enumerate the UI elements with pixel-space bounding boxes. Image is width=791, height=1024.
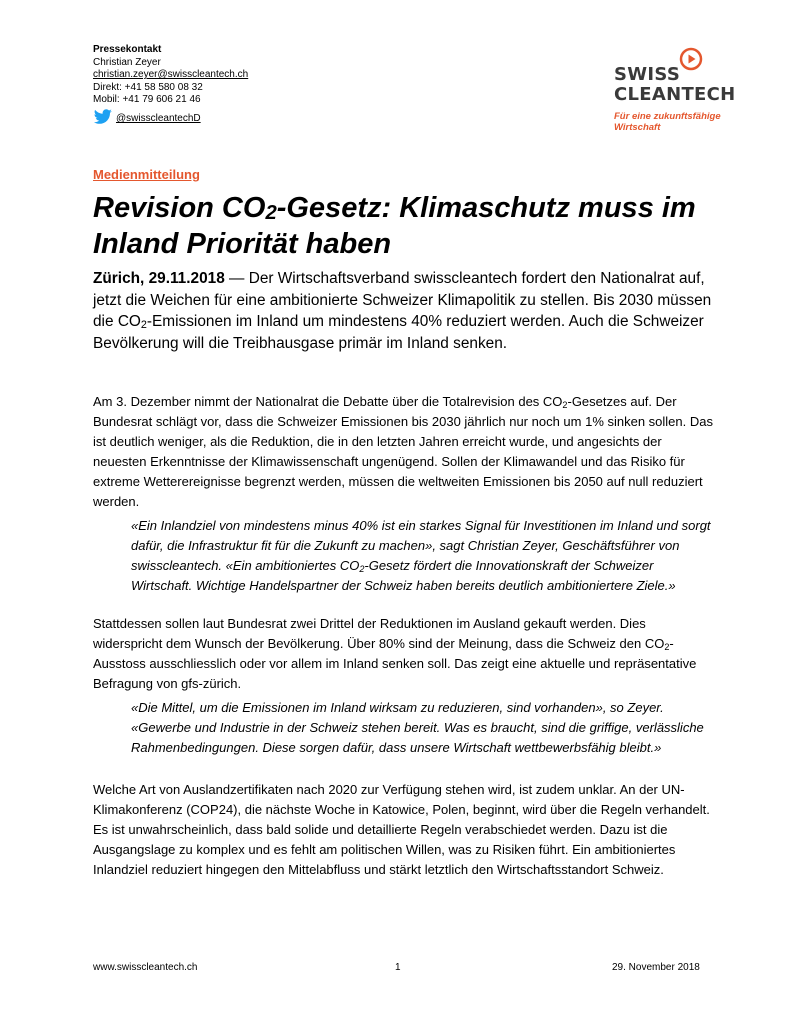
lead-paragraph: [93, 268, 713, 354]
p2-text-a: Stattdessen sollen laut Bundesrat zwei Drittel der Reduktionen im Ausland gekauft werden. Dies widerspricht dem Wunsch der Bevölkerung. Über 80% sind der Meinung, dass die Schweiz den CO: [93, 616, 665, 651]
quote-2: «Die Mittel, um die Emissionen im Inland wirksam zu reduzieren, sind vorhanden», so Zeyer. «Gewerbe und Industrie in der Schweiz stehen bereit. Was es braucht, sind die griffige, verlässliche Rahmenbedingungen. Diese sorgen dafür, dass unsere Wirtschaft wettbewerbsfähig bleibt.»: [131, 700, 704, 755]
twitter-icon: [93, 109, 113, 130]
lead-text-1: — Der Wirtschaftsverband swisscleantech fordert den Nationalrat auf, jetzt die Weichen für eine ambitionierte Schweizer Klimapolitik zu stellen. Bis 2030 müssen die CO: [93, 270, 712, 330]
p2-subscript: 2: [664, 642, 670, 652]
twitter-handle-link[interactable]: @swisscleantechD: [116, 112, 201, 124]
contact-name: Christian Zeyer: [93, 56, 161, 68]
contact-direct-phone: Direkt: +41 58 580 08 32: [93, 81, 203, 93]
q1-text-b: -Gesetz fördert die Innovationskraft der Schweizer Wirtschaft. Wichtige Handelspartner der Schweiz haben bereits deutlich ambitioniertere Ziele.»: [131, 558, 676, 593]
logo-word-cleantech: CLEANTECH: [614, 84, 736, 105]
body-paragraph-1: [93, 392, 713, 512]
title-part-2: -Gesetz: Klimaschutz muss im Inland Priorität haben: [93, 192, 696, 260]
page-title: [93, 190, 733, 262]
p1-text-a: Am 3. Dezember nimmt der Nationalrat die Debatte über die Totalrevision des CO: [93, 394, 563, 409]
contact-heading: Pressekontakt: [93, 44, 162, 55]
dateline: Zürich, 29.11.2018: [93, 270, 225, 287]
contact-mobile-phone: Mobil: +41 79 606 21 46: [93, 94, 201, 106]
logo-play-icon: [679, 47, 703, 71]
footer-page-number: 1: [395, 962, 401, 973]
lead-subscript: 2: [140, 319, 147, 331]
p2-text-b: -Ausstoss ausschliesslich oder vor allem im Inland senken soll. Das zeigt eine aktuelle und repräsentative Befragung von gfs-zürich.: [93, 636, 697, 691]
q1-text-a: «Ein Inlandziel von mindestens minus 40% ist ein starkes Signal für Investitionen im Inland und sorgt dafür, die Infrastruktur fit für die Zukunft zu machen», sagt Christian Zeyer, Geschäftsführer von swisscleantech. «Ein ambitioniertes CO: [131, 518, 711, 573]
logo-tagline-2: Wirtschaft: [614, 122, 661, 133]
lead-text-2: -Emissionen im Inland um mindestens 40% reduziert werden. Auch die Schweizer Bevölkerung will die Treibhausgase primär im Inland senken.: [93, 313, 704, 352]
q1-subscript: 2: [359, 564, 365, 574]
press-contact: [93, 44, 248, 130]
title-part-1: Revision CO: [93, 192, 266, 224]
contact-email-link[interactable]: christian.zeyer@swisscleantech.ch: [93, 69, 249, 81]
logo-tagline-1: Für eine zukunftsfähige: [614, 111, 721, 122]
swisscleantech-logo: [614, 47, 736, 133]
footer-date: 29. November 2018: [612, 962, 700, 973]
document-type-label: Medienmitteilung: [93, 167, 200, 182]
quote-1: [131, 516, 711, 596]
p1-text-b: -Gesetzes auf. Der Bundesrat schlägt vor, dass die Schweizer Emissionen bis 2030 jährlich nur noch um 1% sinken sollen. Das ist deutlich weniger, als die Reduktion, die in den letzten Jahren erreicht wurde, und angesichts der neuesten Erkenntnisse der Klimawissenschaft ungenügend. Sollen der Klimawandel und das Risiko für extreme Wetterereignisse begrenzt werden, müssen die weltweiten Emissionen bis 2050 auf null reduziert werden.: [93, 394, 713, 509]
title-subscript: 2: [265, 202, 277, 224]
footer-website-link[interactable]: www.swisscleantech.ch: [93, 962, 198, 973]
body-paragraph-2: [93, 614, 713, 694]
logo-word-swiss: SWISS: [614, 64, 681, 85]
p1-subscript: 2: [562, 400, 568, 410]
body-paragraph-3: Welche Art von Auslandzertifikaten nach 2020 zur Verfügung stehen wird, ist zudem unklar. An der UN-Klimakonferenz (COP24), die nächste Woche in Katowice, Polen, beginnt, wird über die Regeln verhandelt. Es ist unwahrscheinlich, dass bald solide und detaillierte Regeln verabschiedet werden. Dazu ist die Ausgangslage zu komplex und es fehlt am politischen Willen, was zu Risiken führt. Ein ambitioniertes Inlandziel reduziert hingegen den Mittelabfluss und stärkt letztlich den Wirtschaftsstandort Schweiz.: [93, 782, 710, 877]
